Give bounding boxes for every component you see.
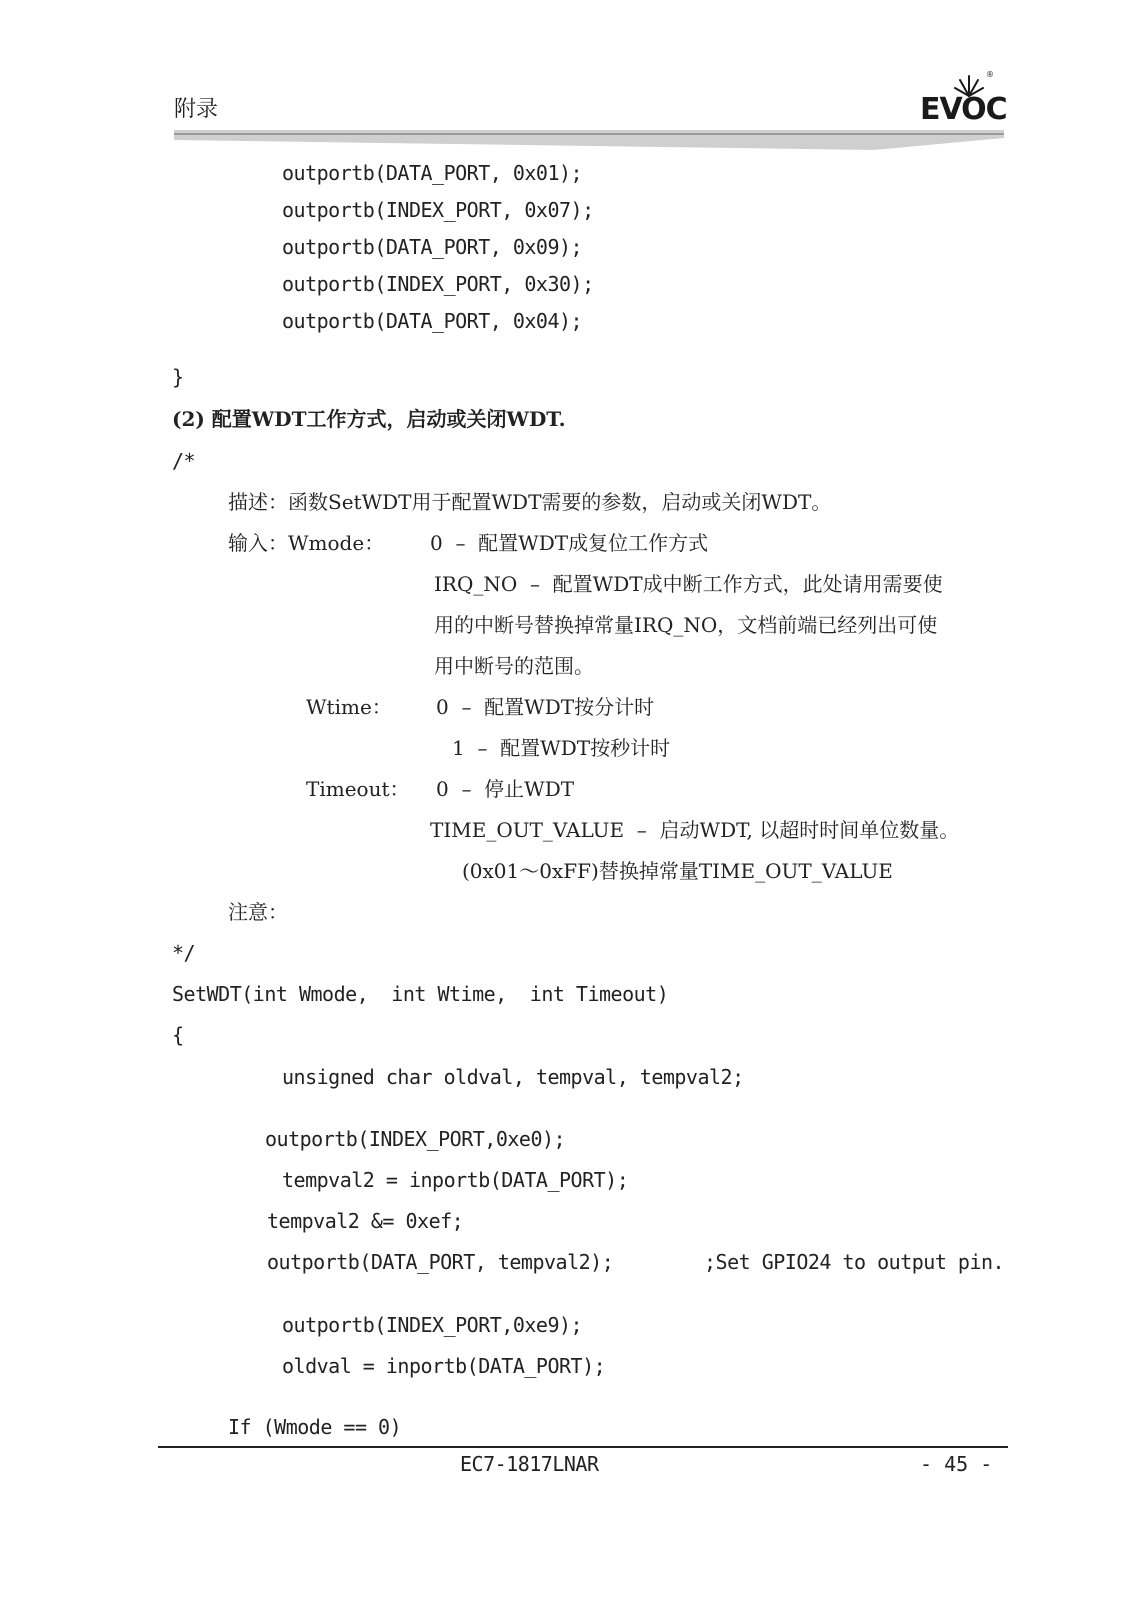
code-brace: {: [172, 1023, 184, 1047]
comment-wmode-0: 0 – 配置WDT成复位工作方式: [430, 531, 709, 555]
code-line: outportb(DATA_PORT, 0x09);: [282, 235, 583, 259]
code-line: oldval = inportb(DATA_PORT);: [282, 1354, 606, 1378]
code-brace: }: [172, 365, 184, 389]
comment-timeout-0: 0 – 停止WDT: [436, 777, 575, 801]
code-line: tempval2 = inportb(DATA_PORT);: [282, 1168, 629, 1192]
code-line: outportb(DATA_PORT, tempval2);: [267, 1250, 614, 1274]
footer-page-number: - 45 -: [920, 1452, 993, 1476]
comment-wtime-1: 1 – 配置WDT按秒计时: [452, 736, 671, 760]
evoc-logo: [920, 70, 1007, 127]
code-line: outportb(INDEX_PORT,0xe9);: [282, 1313, 583, 1337]
footer-divider: [158, 1446, 1008, 1448]
code-line: tempval2 &= 0xef;: [267, 1209, 464, 1233]
header-section-title: 附录: [174, 97, 219, 122]
code-comment: ;Set GPIO24 to output pin.: [704, 1250, 1005, 1274]
section-heading: (2) 配置WDT工作方式，启动或关闭WDT.: [172, 407, 566, 431]
code-line: unsigned char oldval, tempval, tempval2;: [282, 1065, 744, 1089]
comment-wtime-0: 0 – 配置WDT按分计时: [436, 695, 655, 719]
comment-timeout-range: (0x01～0xFF)替换掉常量TIME_OUT_VALUE: [462, 859, 893, 883]
registered-mark: ®: [986, 70, 994, 79]
code-line: outportb(DATA_PORT, 0x01);: [282, 161, 583, 185]
code-line: If (Wmode == 0): [228, 1415, 402, 1439]
comment-timeout-value: TIME_OUT_VALUE – 启动WDT, 以超时时间单位数量。: [430, 818, 960, 842]
logo-wordmark: EVOC: [920, 92, 1007, 127]
comment-close: */: [172, 941, 196, 965]
footer-model: EC7-1817LNAR: [460, 1452, 599, 1476]
function-signature: SetWDT(int Wmode, int Wtime, int Timeout): [172, 982, 669, 1006]
header-divider: [174, 130, 1004, 152]
code-line: outportb(INDEX_PORT, 0x30);: [282, 272, 594, 296]
code-line: outportb(INDEX_PORT,0xe0);: [265, 1127, 566, 1151]
comment-wtime-label: Wtime：: [306, 695, 392, 719]
comment-note: 注意：: [228, 900, 288, 924]
comment-description: 描述：函数SetWDT用于配置WDT需要的参数，启动或关闭WDT。: [228, 490, 832, 514]
comment-wmode-irq: 用中断号的范围。: [434, 654, 594, 678]
code-line: outportb(INDEX_PORT, 0x07);: [282, 198, 594, 222]
comment-timeout-label: Timeout：: [306, 777, 410, 801]
comment-wmode-irq: 用的中断号替换掉常量IRQ_NO，文档前端已经列出可使: [434, 613, 938, 637]
comment-input-label: 输入：Wmode：: [228, 531, 385, 555]
comment-open: /*: [172, 449, 196, 473]
code-line: outportb(DATA_PORT, 0x04);: [282, 309, 583, 333]
comment-wmode-irq: IRQ_NO – 配置WDT成中断工作方式，此处请用需要使: [434, 572, 943, 596]
